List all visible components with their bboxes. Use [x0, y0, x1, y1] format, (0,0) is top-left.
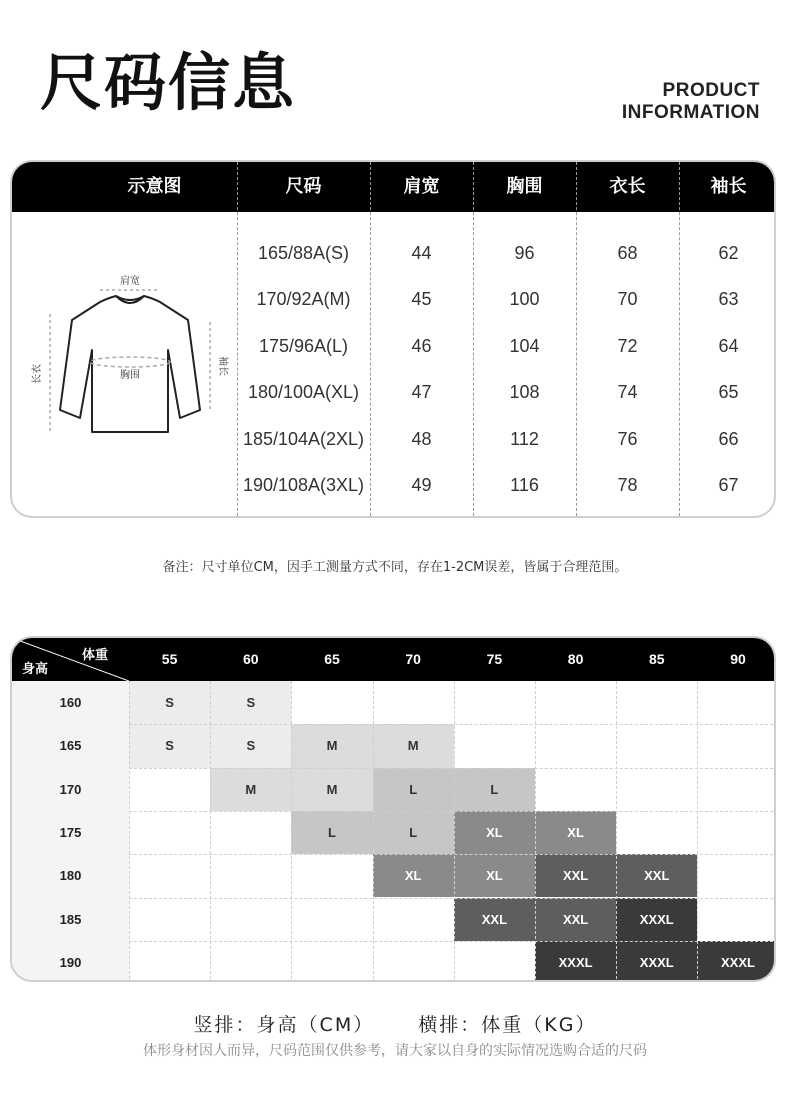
diagram-label-sleeve: 袖长	[217, 356, 228, 376]
size-cell-length: 72	[617, 335, 638, 356]
header-sleeve: 袖长	[710, 176, 747, 197]
size-recommendation-cell: M	[291, 724, 372, 767]
grid-row-divider	[129, 941, 776, 942]
grid-column-divider	[535, 681, 536, 982]
weight-header-cell: 85	[648, 651, 665, 667]
height-row-label: 170	[59, 781, 82, 797]
size-cell-chest: 116	[510, 475, 539, 495]
size-cell-shoulder: 47	[411, 382, 432, 403]
size-recommendation-cell: M	[291, 768, 372, 811]
corner-weight-label: 体重	[82, 648, 109, 663]
size-row	[237, 369, 776, 415]
size-recommendation-cell: XL	[454, 811, 535, 854]
weight-header-cell: 90	[730, 651, 746, 667]
header-chest: 胸围	[506, 176, 543, 197]
legend-horizontal: 横排：体重（KG）	[418, 1014, 597, 1036]
size-cell-shoulder: 46	[411, 335, 432, 356]
size-cell-shoulder: 44	[411, 243, 432, 263]
size-cell-shoulder: 45	[411, 289, 432, 310]
size-recommendation-cell: XL	[535, 811, 616, 854]
size-table	[10, 160, 776, 518]
weight-header-cell: 70	[405, 651, 421, 667]
legend-vertical: 竖排：身高（CM）	[193, 1014, 375, 1036]
page-title: 尺码信息	[40, 46, 297, 119]
grid-row-divider	[129, 724, 776, 725]
grid-column-divider	[373, 681, 374, 982]
size-cell-sleeve: 66	[718, 428, 739, 449]
size-row	[237, 416, 776, 462]
size-recommendation-cell: L	[291, 811, 372, 854]
size-cell-sleeve: 65	[718, 382, 739, 403]
size-cell-sleeve: 63	[718, 289, 739, 310]
subtitle-line-2: INFORMATION	[621, 102, 760, 123]
size-cell-shoulder: 49	[411, 475, 432, 495]
size-recommendation-cell: L	[454, 768, 535, 811]
height-row-label: 185	[59, 911, 82, 927]
size-cell-length: 74	[617, 382, 638, 403]
diagram-label-shoulder: 肩宽	[120, 276, 140, 287]
size-cell-chest: 108	[509, 382, 540, 403]
tshirt-diagram	[30, 270, 230, 460]
size-recommendation-cell: S	[210, 681, 291, 724]
size-recommendation-cell: XXL	[535, 898, 616, 941]
size-recommendation-cell: XL	[454, 854, 535, 897]
size-row	[237, 323, 776, 369]
size-recommendation-cell: XXL	[616, 854, 697, 897]
height-row-label: 160	[59, 695, 82, 710]
size-cell-sleeve: 64	[718, 335, 739, 356]
size-recommendation-cell: XXL	[535, 854, 616, 897]
height-row-label: 175	[59, 824, 82, 840]
grid-column-divider	[454, 681, 455, 982]
size-cell-size: 175/96A(L)	[258, 335, 349, 356]
size-cell-size: 165/88A(S)	[257, 243, 350, 263]
size-recommendation-cell: XXXL	[616, 898, 697, 941]
height-row-label: 165	[59, 738, 82, 754]
size-recommendation-cell: XXXL	[535, 941, 616, 982]
size-cell-chest: 112	[510, 428, 539, 449]
size-cell-chest: 96	[514, 243, 535, 263]
size-row	[237, 276, 776, 322]
grid-column-divider	[129, 681, 130, 982]
size-row	[237, 230, 776, 276]
axis-legend	[0, 1010, 790, 1037]
measurement-note: 备注：尺寸单位CM，因手工测量方式不同，存在1-2CM误差，皆属于合理范围。	[162, 560, 628, 575]
grid-row-divider	[129, 768, 776, 769]
size-cell-length: 78	[617, 475, 638, 495]
size-recommendation-cell: S	[129, 724, 210, 767]
size-cell-shoulder: 48	[411, 428, 432, 449]
tshirt-outline	[60, 296, 200, 432]
grid-row-divider	[129, 811, 776, 812]
size-cell-chest: 104	[509, 335, 540, 356]
size-cell-length: 70	[617, 289, 638, 310]
size-recommendation-cell: XXL	[454, 898, 535, 941]
grid-row-divider	[129, 898, 776, 899]
header-shoulder: 肩宽	[403, 176, 440, 197]
diagram-label-chest: 胸围	[120, 370, 140, 381]
size-cell-sleeve: 62	[718, 243, 739, 263]
size-cell-size: 180/100A(XL)	[247, 382, 360, 403]
footer-disclaimer: 体形身材因人而异，尺码范围仅供参考，请大家以自身的实际情况选购合适的尺码	[143, 1043, 647, 1059]
size-row	[237, 462, 776, 508]
size-cell-size: 170/92A(M)	[256, 289, 351, 310]
header-length: 衣长	[609, 176, 646, 197]
size-cell-size: 190/108A(3XL)	[242, 475, 365, 495]
size-cell-size: 185/104A(2XL)	[242, 428, 365, 449]
size-recommendation-cell: XXXL	[616, 941, 697, 982]
size-recommendation-cell: L	[373, 768, 454, 811]
size-table-header	[12, 162, 774, 212]
weight-header-row	[12, 638, 774, 681]
size-recommendation-cell: L	[373, 811, 454, 854]
diagram-label-length: 长衣	[32, 364, 43, 384]
size-recommendation-cell: S	[129, 681, 210, 724]
size-cell-chest: 100	[509, 289, 540, 310]
size-recommendation-cell: XL	[373, 854, 454, 897]
grid-column-divider	[210, 681, 211, 982]
weight-header-cell: 60	[242, 651, 259, 667]
grid-row-divider	[129, 854, 776, 855]
height-row-label: 190	[59, 954, 82, 970]
weight-header-cell: 65	[324, 651, 340, 667]
size-recommendation-grid	[10, 636, 776, 982]
size-cell-length: 68	[617, 243, 638, 263]
weight-header-cell: 80	[567, 651, 584, 667]
page-subtitle	[622, 80, 760, 124]
size-recommendation-cell: S	[210, 724, 291, 767]
size-recommendation-cell: M	[210, 768, 291, 811]
grid-column-divider	[616, 681, 617, 982]
size-recommendation-cell: XXXL	[697, 941, 776, 982]
size-cell-sleeve: 67	[718, 475, 739, 495]
height-row-label: 180	[59, 868, 82, 884]
size-recommendation-cell: M	[373, 724, 454, 767]
size-cell-length: 76	[617, 428, 638, 449]
grid-column-divider	[697, 681, 698, 982]
weight-header-cell: 75	[486, 651, 503, 667]
corner-height-label: 身高	[22, 662, 49, 677]
header-diagram: 示意图	[127, 176, 182, 197]
weight-header-cell: 55	[161, 651, 178, 667]
subtitle-line-1: PRODUCT	[662, 80, 760, 101]
grid-column-divider	[291, 681, 292, 982]
header-size: 尺码	[285, 176, 322, 197]
